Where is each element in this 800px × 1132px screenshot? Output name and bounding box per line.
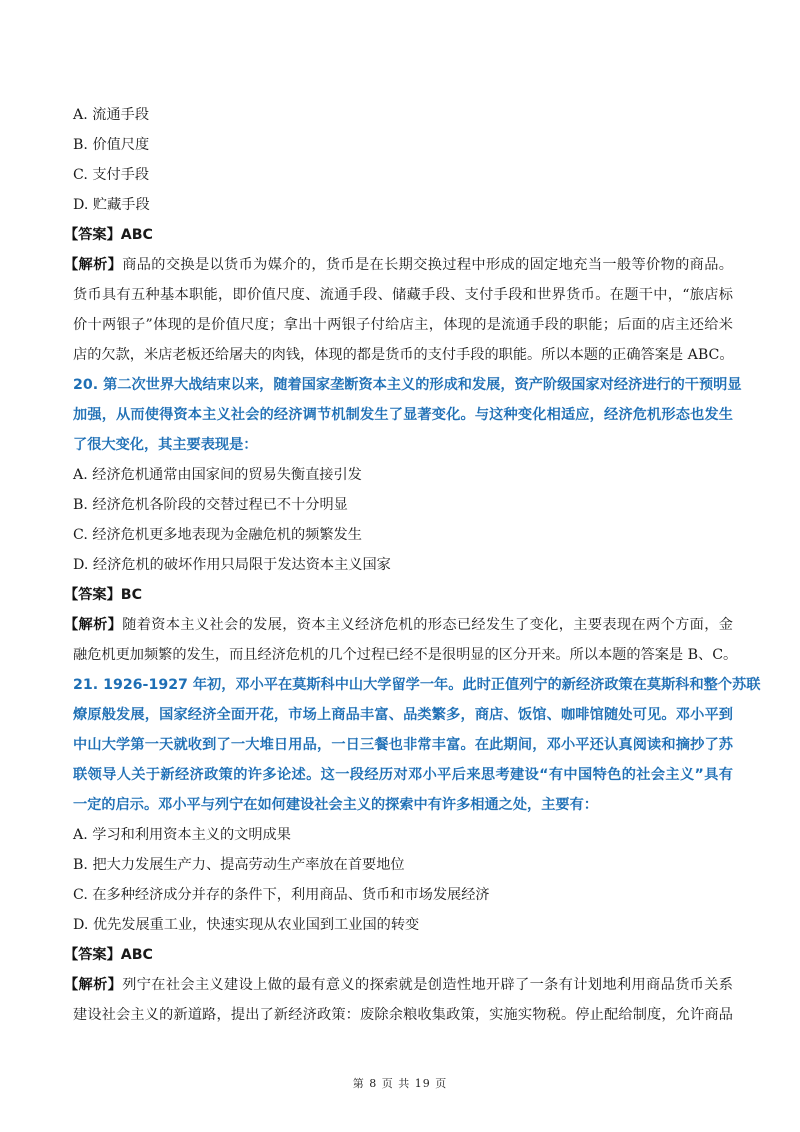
q19-option-c: C. 支付手段 <box>73 167 150 183</box>
q21-answer-value: ABC <box>120 947 153 963</box>
q21-question-line-2: 燎原般发展，国家经济全面开花，市场上商品丰富、品类繁多，商店、饭馆、咖啡馆随处可见。邓小平到 <box>73 707 733 723</box>
q20-analysis-tag: 【解析】 <box>64 617 123 633</box>
q21-option-a: A. 学习和利用资本主义的文明成果 <box>73 827 291 843</box>
q21-analysis-text-1: 列宁在社会主义建设上做的最有意义的探索就是创造性地开辟了一条有计划地利用商品货币关系 <box>122 977 733 993</box>
q19-analysis-line-3: 价十两银子”体现的是价值尺度；拿出十两银子付给店主，体现的是流通手段的职能；后面的店主还给米 <box>73 317 733 333</box>
q21-option-b: B. 把大力发展生产力、提高劳动生产率放在首要地位 <box>73 857 405 873</box>
q20-option-b: B. 经济危机各阶段的交替过程已不十分明显 <box>73 497 348 513</box>
q19-answer <box>64 220 733 250</box>
q19-answer-tag: 【答案】 <box>64 227 121 243</box>
q21-analysis-tag: 【解析】 <box>64 977 123 993</box>
q19-option-a: A. 流通手段 <box>73 107 150 123</box>
q21-answer-tag: 【答案】 <box>64 947 121 963</box>
q19-analysis-line-1 <box>64 250 733 280</box>
q20-option-a: A. 经济危机通常由国家间的贸易失衡直接引发 <box>73 467 362 483</box>
q19-analysis-line-4: 店的欠款，米店老板还给屠夫的肉钱，体现的都是货币的支付手段的职能。所以本题的正确答案是 ABC。 <box>73 347 734 363</box>
q21-question-line-1: 21. 1926-1927 年初，邓小平在莫斯科中山大学留学一年。此时正值列宁的新经济政策在莫斯科和整个苏联 <box>73 677 761 693</box>
q21-option-d: D. 优先发展重工业，快速实现从农业国到工业国的转变 <box>73 917 420 933</box>
q20-answer-tag: 【答案】 <box>64 587 121 603</box>
q20-answer-value: BC <box>120 587 142 603</box>
q21-option-c: C. 在多种经济成分并存的条件下，利用商品、货币和市场发展经济 <box>73 887 490 903</box>
q20-question-line-1: 20. 第二次世界大战结束以来，随着国家垄断资本主义的形成和发展，资产阶级国家对经济进行的干预明显 <box>73 377 742 393</box>
q20-analysis-text-1: 随着资本主义社会的发展，资本主义经济危机的形态已经发生了变化，主要表现在两个方面，金 <box>122 617 733 633</box>
q20-option-c: C. 经济危机更多地表现为金融危机的频繁发生 <box>73 527 362 543</box>
page-content <box>64 100 761 1030</box>
q20-analysis-line-2: 融危机更加频繁的发生，而且经济危机的几个过程已经不是很明显的区分开来。所以本题的答案是 B、C。 <box>73 647 738 663</box>
q20-answer <box>64 580 733 610</box>
q20-question-line-2: 加强，从而使得资本主义社会的经济调节机制发生了显著变化。与这种变化相适应，经济危机形态也发生 <box>73 407 733 423</box>
q21-question-line-4: 联领导人关于新经济政策的许多论述。这一段经历对邓小平后来思考建设“有中国特色的社会主义”具有 <box>73 767 733 783</box>
q21-analysis-line-2: 建设社会主义的新道路，提出了新经济政策：废除余粮收集政策，实施实物税。停止配给制度，允许商品 <box>73 1007 733 1023</box>
q21-analysis-line-1 <box>64 970 733 1000</box>
q20-option-d: D. 经济危机的破坏作用只局限于发达资本主义国家 <box>73 557 391 573</box>
page-footer: 第 8 页 共 19 页 <box>352 1077 448 1090</box>
q21-answer <box>64 940 733 970</box>
q19-option-b: B. 价值尺度 <box>73 137 150 153</box>
q21-question-line-3: 中山大学第一天就收到了一大堆日用品，一日三餐也非常丰富。在此期间，邓小平还认真阅读和摘抄了苏 <box>73 737 733 753</box>
q21-question-line-5: 一定的启示。邓小平与列宁在如何建设社会主义的探索中有许多相通之处，主要有： <box>73 797 598 813</box>
q19-analysis-text-1: 商品的交换是以货币为媒介的，货币是在长期交换过程中形成的固定地充当一般等价物的商品。 <box>122 257 733 273</box>
q19-option-d: D. 贮藏手段 <box>73 197 150 213</box>
q19-answer-value: ABC <box>120 227 153 243</box>
q20-analysis-line-1 <box>64 610 733 640</box>
q19-analysis-line-2: 货币具有五种基本职能，即价值尺度、流通手段、储藏手段、支付手段和世界货币。在题干中，“旅店标 <box>73 287 733 303</box>
q20-question-line-3: 了很大变化，其主要表现是： <box>73 437 258 453</box>
q19-analysis-tag: 【解析】 <box>64 257 123 273</box>
